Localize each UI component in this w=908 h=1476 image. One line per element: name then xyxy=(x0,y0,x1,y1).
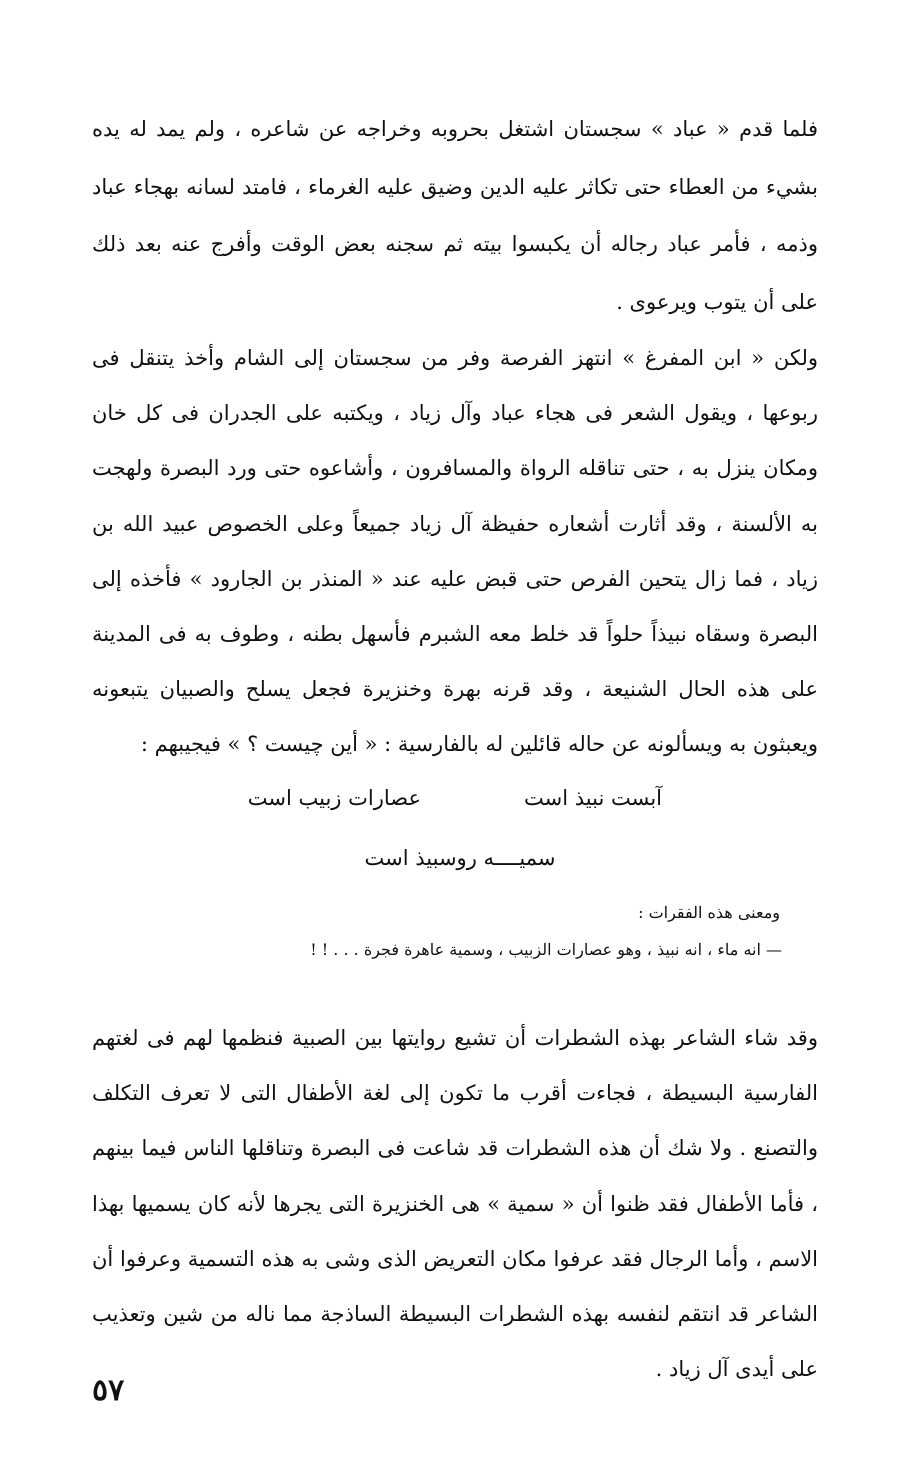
note-text: — انه ماء ، انه نبيذ ، وهو عصارات الزبيب ، وسمية عاهرة فجرة . . . ! ! xyxy=(310,940,782,959)
verse-line-2: سميــــه روسبيذ است xyxy=(364,846,556,870)
paragraph-2: ولكن « ابن المفرغ » انتهز الفرصة وفر من سجستان إلى الشام وأخذ يتنقل فى ربوعها ، ويقول الشعر فى هجاء عباد وآل زياد ، ويكتبه على الجدران فى كل خان ومكان ينزل به ، حتى تناقله الرواة والمسافرون ، وأشاعوه حتى ورد البصرة ولهجت به الألسنة ، وقد أثارت أشعاره حفيظة آل زياد جميعاً وعلى الخصوص عبيد الله بن زياد ، فما زال يتحين الفرص حتى قبض عليه عند « المنذر بن الجارود » فأخذه إلى البصرة وسقاه نبيذاً حلواً قد خلط معه الشبرم فأسهل بطنه ، وطوف به فى المدينة على هذه الحال الشنيعة ، وقد قرنه بهرة وخنزيرة فجعل يسلح والصبيان يتبعونه ويعبثون به ويسألونه عن حاله قائلين له بالفارسية : « أين چيست ؟ » فيجيبهم : xyxy=(92,346,818,757)
page-number: ٥٧ xyxy=(92,1373,125,1408)
verse-line-1-right: آبست نبيذ است xyxy=(524,786,662,810)
paragraph-3: وقد شاء الشاعر بهذه الشطرات أن تشيع روايتها بين الصبية فنظمها لهم فى لغتهم الفارسية البسيطة ، فجاءت أقرب ما تكون إلى لغة الأطفال التى لا تعرف التكلف والتصنع . ولا شك أن هذه الشطرات قد شاعت فى البصرة وتناقلها الناس فيما بينهم ، فأما الأطفال فقد ظنوا أن « سمية » هى الخنزيرة التى يجرها لأنه كان يسميها بهذا الاسم ، وأما الرجال فقد عرفوا مكان التعريض الذى وشى به هذه التسمية وعرفوا أن الشاعر قد انتقم لنفسه بهذه الشطرات البسيطة الساذجة مما ناله من شين وتعذيب على أيدى آل زياد . xyxy=(92,1026,818,1382)
paragraph-1: فلما قدم « عباد » سجستان اشتغل بحروبه وخراجه عن شاعره ، ولم يمد له يده بشيء من العطاء حتى تكاثر عليه الدين وضيق عليه الغرماء ، فامتد لسانه بهجاء عباد وذمه ، فأمر عباد رجاله أن يكبسوا بيته ثم سجنه بعض الوقت وأفرج عنه بعد ذلك على أن يتوب ويرعوى . xyxy=(92,117,818,314)
note-heading: ومعنى هذه الفقرات : xyxy=(638,903,780,922)
verse-line-1-left: عصارات زبيب است xyxy=(247,786,421,810)
